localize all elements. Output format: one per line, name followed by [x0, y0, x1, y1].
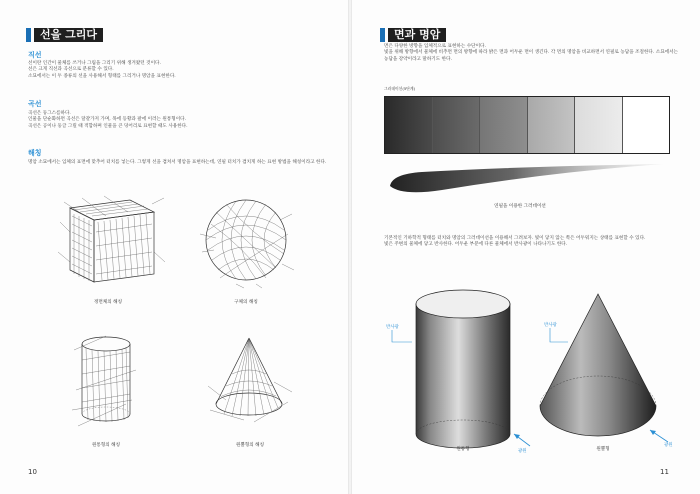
- reflected-light-tag-right: 반사광: [544, 323, 557, 328]
- text-line: 곡선은 둥그스름하다.: [28, 111, 71, 116]
- pencil-gradation-stroke: [382, 160, 672, 200]
- shaded-cone-caption: 원뿔형: [596, 447, 610, 452]
- left-page-title: [26, 28, 103, 42]
- cube-caption: 정면체의 해칭: [93, 300, 123, 305]
- right-page: [352, 0, 700, 494]
- cone-hatching-illustration: [204, 330, 294, 430]
- right-page-number: 11: [660, 468, 669, 476]
- gradation-label: 그러데이션(5단계): [384, 86, 416, 91]
- text-line: 빛을 위해 방향에서 물체에 비추면 면의 방향에 따라 밝은 면과 어두운 면이 생긴다. 각 면의 명암을 비교하면서 연필로 농담을 조절한다. 소묘에서는: [384, 50, 678, 56]
- title-accent-bar: [380, 28, 385, 42]
- light-source-tag-left: 광원: [518, 449, 527, 454]
- cube-hatching-illustration: [52, 192, 167, 287]
- straight-line-text: [28, 61, 176, 80]
- text-line: 곡선은 공이나 둥글 그릴 때 적합하며 인물을 큰 덩어리로 표현할 때도 사용한다.: [28, 123, 188, 129]
- curve-text: [28, 111, 188, 130]
- gray-scale-swatches: [384, 96, 670, 154]
- gray-level-1: [385, 97, 433, 153]
- text-line: 소묘에서는 이 두 종류의 선을 사용해서 형태를 그리거나 명암을 표현한다.: [28, 73, 176, 79]
- text-line: 명암 소묘에서는 입체의 표면에 맞추어 터치를 넣는다. 그렇게 선을 겹쳐서 명암을 표현하는데, 연필 터치가 겹치게 하는 표현 방법을 해칭이라고 한다.: [28, 160, 327, 165]
- title-accent-bar: [26, 28, 31, 42]
- gray-level-6: [623, 97, 670, 153]
- left-title-text: 선을 그리다: [34, 28, 103, 42]
- left-page-number: 10: [28, 468, 37, 476]
- reflected-light-tag-left: 반사광: [386, 325, 399, 330]
- right-page-title: [380, 28, 446, 42]
- reflected-light-arrow-left: [392, 330, 418, 352]
- text-line: 빛은 주변의 물체에 닿고 반사한다. 어두운 부분에 다른 물체에서 반사광이 나타나기도 한다.: [384, 242, 568, 248]
- heading-straight-line: 직선: [28, 51, 42, 59]
- cone-caption: 원뿔형의 해칭: [235, 443, 265, 448]
- shaded-cone-illustration: [534, 290, 664, 450]
- gray-level-4: [528, 97, 576, 153]
- heading-hatching: 해칭: [28, 149, 42, 157]
- reflected-light-arrow-right: [550, 328, 574, 352]
- shaded-cylinder-caption: 원통형: [456, 447, 470, 452]
- gray-level-2: [433, 97, 481, 153]
- text-line: 인물을 단순화하면 곡선은 달걀가져 가며, 목에 등황과 팔에 이러는 원통형이다.: [28, 117, 187, 123]
- right-title-text: 면과 명암: [388, 28, 446, 42]
- gradation-caption: 연필을 이용한 그러데이션: [494, 204, 546, 209]
- left-page: [0, 0, 348, 494]
- cylinder-hatching-illustration: [66, 330, 146, 430]
- light-source-tag-right: 광원: [664, 443, 673, 448]
- basic-forms-text: [384, 236, 645, 249]
- gray-level-5: [575, 97, 623, 153]
- text-line: 면은 다양한 방향을 입체적으로 표현하는 수단이다.: [384, 44, 486, 49]
- sphere-caption: 구체의 해칭: [234, 300, 258, 305]
- sphere-hatching-illustration: [196, 190, 296, 290]
- shaded-cylinder-illustration: [408, 286, 518, 456]
- gray-level-3: [480, 97, 528, 153]
- light-source-arrow-left: [510, 432, 532, 448]
- text-line: 기본적인 기하학적 형태를 터치와 명암의 그러데이션을 이용해서 그려보자. 빛이 닿지 않는 쪽은 어두워지는 상태를 표현할 수 있다.: [384, 236, 646, 241]
- hatching-text: [28, 160, 326, 166]
- text-line: 선은 크게 직선과 곡선으로 분류할 수 있다.: [28, 67, 114, 73]
- heading-curve: 곡선: [28, 100, 42, 108]
- intro-text: [384, 44, 678, 63]
- text-line: 농담을 강약이라고 말하기도 한다.: [384, 56, 452, 62]
- cylinder-caption: 원통형의 해칭: [91, 443, 121, 448]
- text-line: 선이란 인간이 물체를 쓰거나 그림을 그리기 위해 생겨왔던 것이다.: [28, 61, 161, 66]
